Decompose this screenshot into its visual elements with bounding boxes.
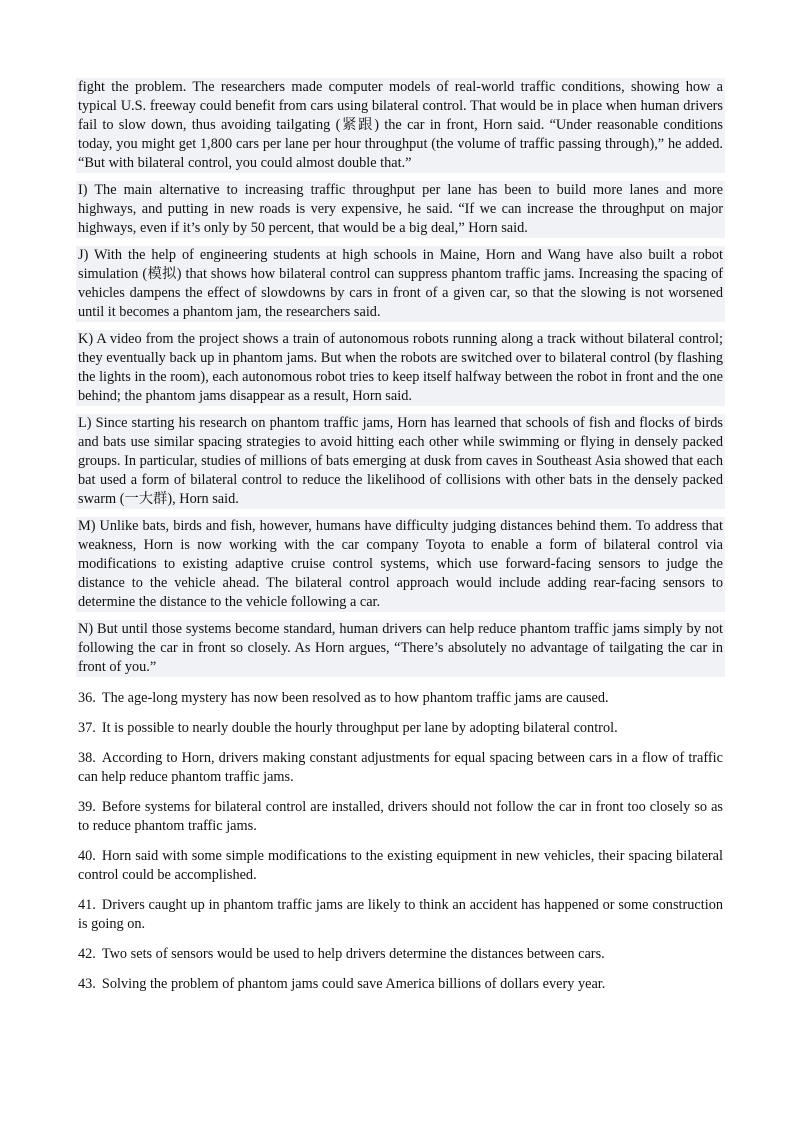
question-number: 37. xyxy=(78,720,96,736)
passage xyxy=(76,78,725,677)
passage-paragraph-k xyxy=(76,330,725,406)
paragraph-label: K) xyxy=(78,331,94,347)
passage-paragraph-m xyxy=(76,517,725,612)
question-item xyxy=(76,719,725,738)
question-number: 42. xyxy=(78,946,96,962)
question-text: Two sets of sensors would be used to help drivers determine the distances between cars. xyxy=(101,946,605,962)
question-number: 38. xyxy=(78,750,96,766)
paragraph-label: N) xyxy=(78,621,94,637)
paragraph-text: With the help of engineering students at high schools in Maine, Horn and Wang have also built a robot simulation (模拟) that shows how bilateral control can suppress phantom traffic jams. Increasing the spacing of vehicles dampens the effect of slowdowns by cars in front of a given car, so that the slowing is not worsened until it becomes a phantom jam, the researchers said. xyxy=(78,247,723,320)
question-item xyxy=(76,896,725,934)
question-item xyxy=(76,749,725,787)
paragraph-text: A video from the project shows a train of autonomous robots running along a track without bilateral control; they eventually back up in phantom jams. But when the robots are switched over to bilateral control (by flashing the lights in the room), each autonomous robot tries to keep itself halfway between the robot in front and the one behind; the phantom jams disappear as a result, Horn said. xyxy=(78,331,723,404)
question-text: Before systems for bilateral control are installed, drivers should not follow the car in front too closely so as to reduce phantom traffic jams. xyxy=(78,799,723,834)
paragraph-label: M) xyxy=(78,518,96,534)
question-number: 39. xyxy=(78,799,96,815)
question-item xyxy=(76,689,725,708)
passage-paragraph-i xyxy=(76,181,725,238)
paragraph-text: But until those systems become standard, human drivers can help reduce phantom traffic jams simply by not following the car in front so closely. As Horn argues, “There’s absolutely no advantage of tailgating the car in front of you.” xyxy=(78,621,724,675)
question-item xyxy=(76,945,725,964)
question-text: According to Horn, drivers making constant adjustments for equal spacing between cars in a flow of traffic can help reduce phantom traffic jams. xyxy=(78,750,723,785)
question-number: 41. xyxy=(78,897,96,913)
passage-paragraph-continuation xyxy=(76,78,725,173)
question-item xyxy=(76,798,725,836)
question-text: Horn said with some simple modifications to the existing equipment in new vehicles, their spacing bilateral control could be accomplished. xyxy=(78,848,723,883)
question-text: Drivers caught up in phantom traffic jams are likely to think an accident has happened or some construction is going on. xyxy=(78,897,723,932)
paragraph-text: fight the problem. The researchers made computer models of real-world traffic conditions, showing how a typical U.S. freeway could benefit from cars using bilateral control. That would be in place when human drivers fail to slow down, thus avoiding tailgating (紧跟) the car in front, Horn said. “Under reasonable conditions today, you might get 1,800 cars per lane per hour throughput (the volume of traffic passing through),” he added. “But with bilateral control, you could almost double that.” xyxy=(78,79,723,171)
question-number: 43. xyxy=(78,976,96,992)
paragraph-text: Since starting his research on phantom traffic jams, Horn has learned that schools of fish and flocks of birds and bats use similar spacing strategies to avoid hitting each other while swimming or flying in densely packed groups. In particular, studies of millions of bats emerging at dusk from caves in Southeast Asia showed that each bat used a form of bilateral control to reduce the likelihood of collisions with other bats in the densely packed swarm (一大群), Horn said. xyxy=(78,415,723,507)
question-text: It is possible to nearly double the hourly throughput per lane by adopting bilateral control. xyxy=(101,720,618,736)
question-number: 40. xyxy=(78,848,96,864)
question-item xyxy=(76,975,725,994)
paragraph-label: L) xyxy=(78,415,92,431)
paragraph-label: I) xyxy=(78,182,88,198)
passage-paragraph-j xyxy=(76,246,725,322)
question-list xyxy=(76,689,725,994)
question-item xyxy=(76,847,725,885)
passage-paragraph-n xyxy=(76,620,725,677)
document-page xyxy=(76,78,725,1005)
passage-paragraph-l xyxy=(76,414,725,509)
paragraph-label: J) xyxy=(78,247,89,263)
paragraph-text: The main alternative to increasing traffic throughput per lane has been to build more lanes and more highways, and putting in new roads is very expensive, he said. “If we can increase the throughput on major highways, even if it’s only by 50 percent, that would be a big deal,” Horn said. xyxy=(78,182,723,236)
question-number: 36. xyxy=(78,690,96,706)
question-text: Solving the problem of phantom jams could save America billions of dollars every year. xyxy=(101,976,606,992)
question-text: The age-long mystery has now been resolved as to how phantom traffic jams are caused. xyxy=(101,690,609,706)
paragraph-text: Unlike bats, birds and fish, however, humans have difficulty judging distances behind them. To address that weakness, Horn is now working with the car company Toyota to enable a form of bilateral control via modifications to existing adaptive cruise control systems, which use forward-facing sensors to judge the distance to the vehicle ahead. The bilateral control approach would include adding rear-facing sensors to determine the distance to the vehicle following a car. xyxy=(78,518,723,610)
